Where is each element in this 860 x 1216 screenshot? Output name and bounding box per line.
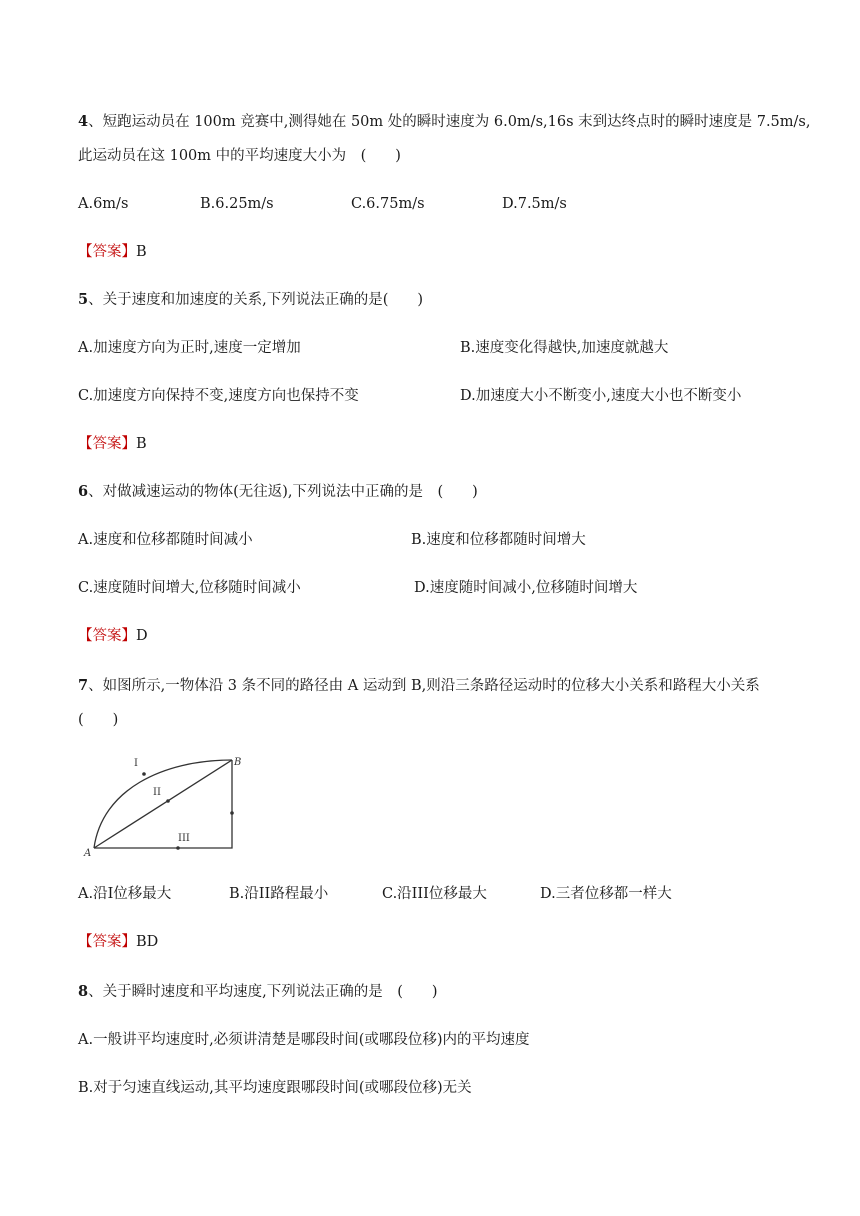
- point-a-label: A: [84, 848, 92, 859]
- q7-path-figure: [82, 750, 262, 860]
- path-2-label: II: [153, 787, 161, 798]
- point-b-label: B: [234, 757, 242, 768]
- q7-answer-label: 【答案】: [78, 934, 136, 950]
- q4-answer-value: B: [136, 244, 147, 260]
- q5-number: 5: [78, 291, 89, 308]
- q7-stem-line2: ( ): [78, 712, 119, 728]
- q7-option-b: B.沿II路程最小: [229, 886, 329, 902]
- q5-answer-value: B: [136, 436, 147, 452]
- q6-number: 6: [78, 483, 89, 500]
- q6-stem: [78, 482, 478, 502]
- q8-option-b: B.对于匀速直线运动,其平均速度跟哪段时间(或哪段位移)无关: [78, 1080, 472, 1096]
- path-2-line: [94, 760, 232, 848]
- q5-option-b: B.速度变化得越快,加速度就越大: [460, 340, 669, 356]
- path-1-marker: [142, 772, 146, 776]
- path-1-label: I: [134, 758, 138, 769]
- q4-option-c: C.6.75m/s: [351, 196, 425, 212]
- q7-answer: [78, 932, 158, 952]
- q6-option-a: A.速度和位移都随时间减小: [78, 532, 253, 548]
- q4-stem-line2: 此运动员在这 100m 中的平均速度大小为 ( ): [78, 148, 401, 164]
- q5-option-a: A.加速度方向为正时,速度一定增加: [78, 340, 301, 356]
- q5-option-d: D.加速度大小不断变小,速度大小也不断变小: [460, 388, 742, 404]
- q6-option-c: C.速度随时间增大,位移随时间减小: [78, 580, 301, 596]
- q7-stem-line1: [78, 676, 760, 696]
- q5-answer-label: 【答案】: [78, 436, 136, 452]
- q6-option-d: D.速度随时间减小,位移随时间增大: [414, 580, 638, 596]
- path-3-marker-side: [230, 811, 234, 815]
- q6-answer: [78, 626, 148, 646]
- q7-stem-text: 、如图所示,一物体沿 3 条不同的路径由 A 运动到 B,则沿三条路径运动时的位移大小关系和路程大小关系: [88, 678, 760, 694]
- q7-option-a: A.沿I位移最大: [78, 886, 172, 902]
- path-2-marker: [166, 799, 170, 803]
- q6-answer-value: D: [136, 628, 148, 644]
- q4-option-d: D.7.5m/s: [502, 196, 567, 212]
- q4-answer-label: 【答案】: [78, 244, 136, 260]
- q4-option-b: B.6.25m/s: [200, 196, 274, 212]
- q5-stem: [78, 290, 423, 310]
- q8-option-a: A.一般讲平均速度时,必须讲清楚是哪段时间(或哪段位移)内的平均速度: [78, 1032, 530, 1048]
- q4-answer: [78, 242, 147, 262]
- q8-stem: [78, 982, 438, 1002]
- q4-stem-text: 、短跑运动员在 100m 竞赛中,测得她在 50m 处的瞬时速度为 6.0m/s,16s 末到达终点时的瞬时速度是 7.5m/s,: [88, 114, 811, 130]
- q6-answer-label: 【答案】: [78, 628, 136, 644]
- q6-stem-text: 、对做减速运动的物体(无往返),下列说法中正确的是 ( ): [88, 484, 478, 500]
- q5-answer: [78, 434, 147, 454]
- path-3-marker-bottom: [176, 846, 180, 850]
- q5-stem-text: 、关于速度和加速度的关系,下列说法正确的是( ): [88, 292, 424, 308]
- q7-number: 7: [78, 677, 89, 694]
- q7-option-d: D.三者位移都一样大: [540, 886, 672, 902]
- q8-number: 8: [78, 983, 89, 1000]
- q7-option-c: C.沿III位移最大: [382, 886, 487, 902]
- q5-option-c: C.加速度方向保持不变,速度方向也保持不变: [78, 388, 359, 404]
- q4-number: 4: [78, 113, 89, 130]
- q4-stem-line1: [78, 112, 810, 132]
- q8-stem-text: 、关于瞬时速度和平均速度,下列说法正确的是 ( ): [88, 984, 438, 1000]
- q7-answer-value: BD: [136, 934, 159, 950]
- q4-option-a: A.6m/s: [78, 196, 129, 212]
- q6-option-b: B.速度和位移都随时间增大: [411, 532, 586, 548]
- path-3-label: III: [178, 833, 190, 844]
